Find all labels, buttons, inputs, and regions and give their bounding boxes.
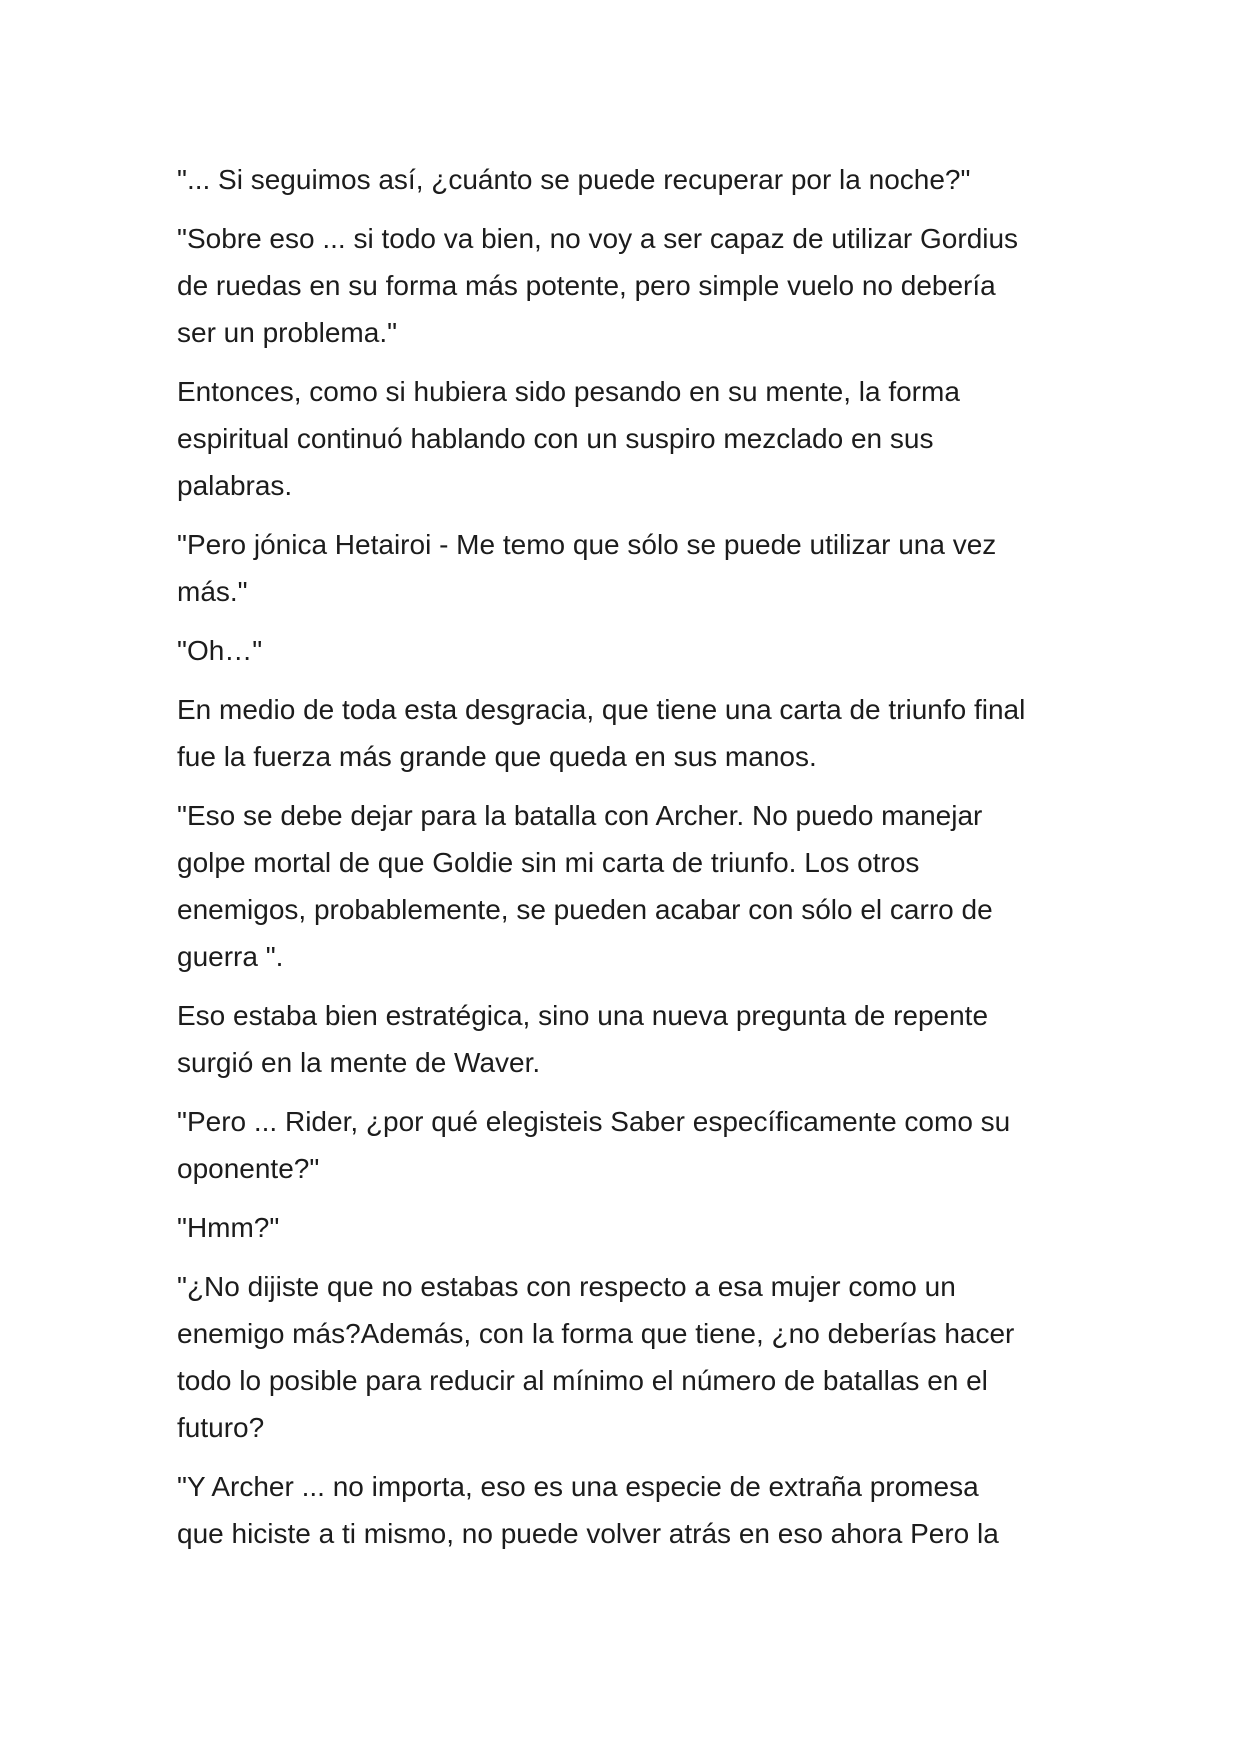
text-line: de ruedas en su forma más potente, pero simple vuelo no debería [177, 270, 996, 301]
text-line: "Oh…" [177, 635, 263, 666]
paragraph-7 [177, 792, 1077, 980]
text-line: golpe mortal de que Goldie sin mi carta de triunfo. Los otros [177, 847, 920, 878]
text-line: ser un problema." [177, 317, 398, 348]
text-line: surgió en la mente de Waver. [177, 1047, 541, 1078]
text-line: enemigos, probablemente, se pueden acabar con sólo el carro de [177, 894, 993, 925]
paragraph-3 [177, 368, 1077, 509]
text-line: Eso estaba bien estratégica, sino una nueva pregunta de repente [177, 1000, 989, 1031]
text-line: "Hmm?" [177, 1212, 280, 1243]
text-line: más." [177, 576, 248, 607]
paragraph-10 [177, 1204, 1077, 1251]
paragraph-12 [177, 1463, 1077, 1557]
text-line: "Pero jónica Hetairoi - Me temo que sólo se puede utilizar una vez [177, 529, 997, 560]
text-line: guerra ". [177, 941, 284, 972]
text-line: espiritual continuó hablando con un suspiro mezclado en sus [177, 423, 934, 454]
text-line: En medio de toda esta desgracia, que tiene una carta de triunfo final [177, 694, 1026, 725]
paragraph-5 [177, 627, 1077, 674]
text-line: Entonces, como si hubiera sido pesando en su mente, la forma [177, 376, 960, 407]
text-line: "Eso se debe dejar para la batalla con Archer. No puedo manejar [177, 800, 983, 831]
body-text [177, 156, 1077, 1569]
text-line: oponente?" [177, 1153, 320, 1184]
paragraph-9 [177, 1098, 1077, 1192]
text-line: "¿No dijiste que no estabas con respecto a esa mujer como un [177, 1271, 956, 1302]
paragraph-1 [177, 156, 1077, 203]
text-line: fue la fuerza más grande que queda en sus manos. [177, 741, 817, 772]
text-line: enemigo más?Además, con la forma que tiene, ¿no deberías hacer [177, 1318, 1015, 1349]
paragraph-11 [177, 1263, 1077, 1451]
paragraph-2 [177, 215, 1077, 356]
text-line: todo lo posible para reducir al mínimo el número de batallas en el [177, 1365, 988, 1396]
text-line: que hiciste a ti mismo, no puede volver atrás en eso ahora Pero la [177, 1518, 999, 1549]
text-line: "Pero ... Rider, ¿por qué elegisteis Saber específicamente como su [177, 1106, 1011, 1137]
paragraph-8 [177, 992, 1077, 1086]
text-line: "Y Archer ... no importa, eso es una especie de extraña promesa [177, 1471, 979, 1502]
paragraph-6 [177, 686, 1077, 780]
text-line: futuro? [177, 1412, 265, 1443]
paragraph-4 [177, 521, 1077, 615]
text-line: palabras. [177, 470, 293, 501]
text-line: "... Si seguimos así, ¿cuánto se puede recuperar por la noche?" [177, 164, 971, 195]
text-line: "Sobre eso ... si todo va bien, no voy a ser capaz de utilizar Gordius [177, 223, 1019, 254]
